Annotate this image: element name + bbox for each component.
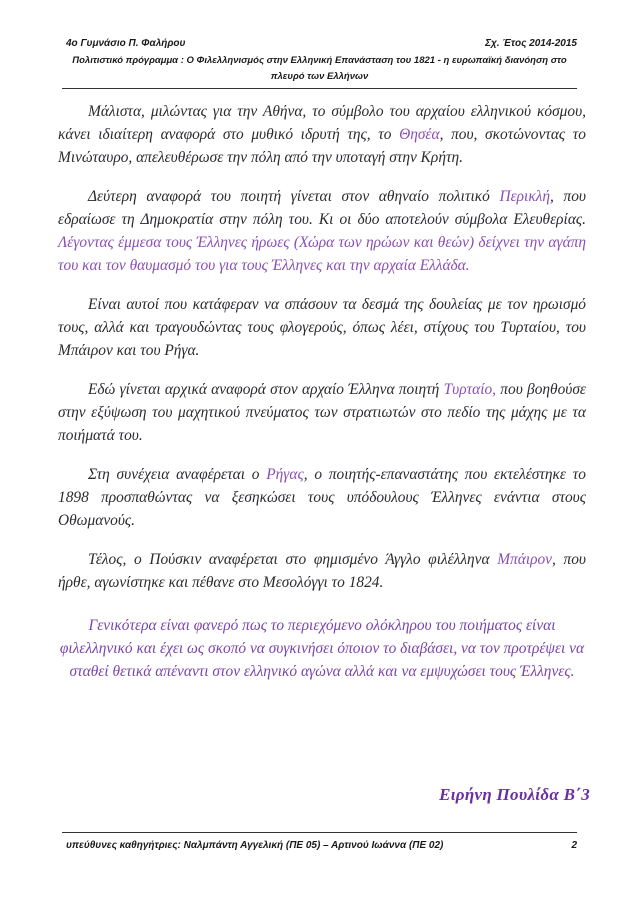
page-number: 2 — [571, 840, 577, 851]
header-year: Σχ. Έτος 2014-2015 — [485, 38, 577, 49]
body-paragraph — [58, 463, 586, 532]
header-school: 4ο Γυμνάσιο Π. Φαλήρου — [66, 38, 186, 49]
body-paragraph — [58, 185, 586, 277]
footer-rule — [62, 832, 577, 833]
paragraph-text: , που, σκοτώνοντας το Μινώταυρο, απελευθέρωσε την πόλη από την υποταγή στην Κρήτη. — [58, 126, 586, 166]
highlighted-text: Ρήγας — [266, 466, 304, 483]
paragraph-text: που βοηθούσε στην εξύψωση του μαχητικού πνεύματος των στρατιωτών στο πεδίο της μάχης με τα ποιήματά του. — [58, 381, 586, 444]
paragraph-text: Μάλιστα, μιλώντας για την Αθήνα, το σύμβολο του αρχαίου ελληνικού κόσμου, κάνει ιδιαίτερη αναφορά στο μυθικό ιδρυτή της, το — [58, 103, 586, 143]
highlighted-text: Λέγοντας έμμεσα τους Έλληνες ήρωες (Χώρα των ηρώων και θεών) δείχνει την αγάπη του και τον θαυμασμό του για τους Έλληνες και την αρχαία Ελλάδα. — [58, 234, 586, 274]
paragraph-text: , που ήρθε, αγωνίστηκε και πέθανε στο Μεσολόγγι το 1824. — [58, 551, 586, 591]
signature: Ειρήνη Πουλίδα Β΄3 — [439, 785, 590, 804]
header-program: Πολιτιστικό πρόγραμμα : Ο Φιλελληνισμός στην Ελληνική Επανάσταση του 1821 - η ευρωπαϊκή διανόηση στο πλευρό των Ελλήνων — [72, 55, 567, 82]
paragraphs — [58, 100, 586, 594]
header-rule — [62, 88, 577, 89]
body-paragraph — [58, 293, 586, 362]
highlighted-text: Θησέα — [399, 126, 440, 143]
paragraph-text: Είναι αυτοί που κατάφεραν να σπάσουν τα δεσμά της δουλείας με τον ηρωισμό τους, αλλά και τραγουδώντας τους φλογερούς, όπως λέει, στίχους του Τυρταίου, του Μπάιρον και του Ρήγα. — [58, 296, 586, 359]
footer-teachers: υπεύθυνες καθηγήτριες: Ναλμπάντη Αγγελική (ΠΕ 05) – Αρτινού Ιωάννα (ΠΕ 02) — [66, 840, 444, 851]
page-footer — [62, 840, 577, 856]
document-body — [58, 100, 586, 683]
body-paragraph — [58, 100, 586, 169]
paragraph-text: Στη συνέχεια αναφέρεται ο — [88, 466, 267, 483]
paragraph-text: , ο ποιητής-επαναστάτης που εκτελέστηκε το 1898 προσπαθώντας να ξεσηκώσει τους υπόδουλους Έλληνες ενάντια στους Οθωμανούς. — [58, 466, 586, 529]
paragraph-text: Εδώ γίνεται αρχικά αναφορά στον αρχαίο Έλληνα ποιητή — [88, 381, 444, 398]
highlighted-text: Μπάιρον — [497, 551, 553, 568]
body-paragraph — [58, 378, 586, 447]
highlighted-text: Περικλή — [499, 188, 551, 205]
paragraph-text: Τέλος, ο Πούσκιν αναφέρεται στο φημισμένο Άγγλο φιλέλληνα — [88, 551, 498, 568]
body-paragraph — [58, 548, 586, 594]
page-header — [62, 36, 577, 86]
paragraph-text: , που εδραίωσε τη Δημοκρατία στην πόλη του. Κι οι δύο αποτελούν σύμβολα Ελευθερίας. — [58, 188, 586, 228]
highlighted-text: Τυρταίο, — [443, 381, 497, 398]
paragraph-text: Δεύτερη αναφορά του ποιητή γίνεται στον αθηναίο πολιτικό — [88, 188, 500, 205]
conclusion-paragraph: Γενικότερα είναι φανερό πως το περιεχόμενο ολόκληρου του ποιήματος είναι φιλελληνικό και έχει ως σκοπό να συγκινήσει όποιον το διαβάσει, να τον προτρέψει να σταθεί θετικά απέναντι στον ελληνικό αγώνα αλλά και να εμψυχώσει τους Έλληνες. — [59, 617, 585, 680]
